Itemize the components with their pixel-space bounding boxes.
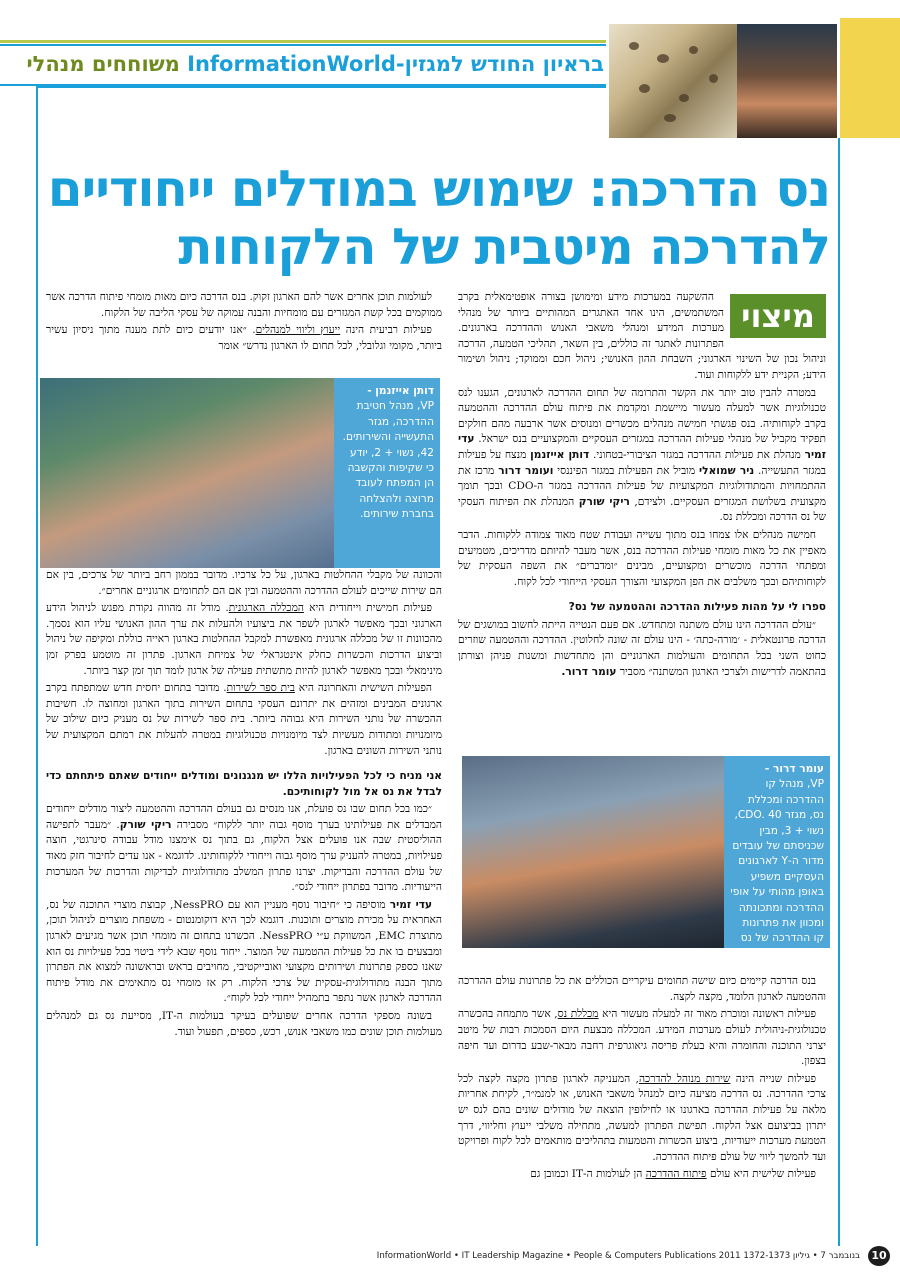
paragraph: פעילות שלישית היא עולם פיתוח ההדרכה הן לעולמות ה-IT וכמובן גם [530, 1168, 816, 1181]
paragraph: לעולמות תוכן אחרים אשר להם הארגון זקוק. בנס הדרכה כיום מאות מומחי פיתוח הדרכה אשר ממוקמים בכל קשת המגזרים עם מומחיות והבנה עמוקה של עסקי הליבה של הלקוח. [46, 291, 442, 319]
footer-text: InformationWorld • IT Leadership Magazine • People & Computers Publications 2011 בנובמבר 7 • גיליון 1372-1373 [376, 1251, 860, 1261]
section-badge: מיצוי [730, 294, 826, 338]
title-line-2: להדרכה מיטבית של הלקוחות [178, 218, 830, 276]
article-column-right [458, 290, 827, 1181]
page-number: 10 [868, 1246, 890, 1266]
page-header [0, 18, 900, 138]
interview-question: ספרו לי על מהות פעילות ההדרכה וההטמעה של נס? [568, 601, 826, 614]
paragraph: בנס הדרכה קיימים כיום שישה תחומים עיקריים הכוללים את כל פתרונות עולם ההדרכה וההטמעה לארגון הלומד, מקצה לקצה. [458, 975, 826, 1003]
frame-left-line [36, 86, 38, 1246]
omer-caption [724, 756, 830, 960]
paragraph: פעילות רביעית הינה ייעוץ וליווי למנהלים. ״אנו יודעים כיום לתת מענה מתוך ניסיון עשיר ביותר, מקומי וגלובלי, לכל תחום לו הארגון נדרש״ אומר [46, 324, 442, 352]
header-gold-panel [840, 18, 900, 138]
omer-photo-box [462, 756, 830, 960]
article-title [47, 160, 830, 276]
header-rule-green [0, 40, 606, 43]
title-line-1: נס הדרכה: שימוש במודלים ייחודיים [47, 160, 830, 218]
paragraph: ההשקעה במערכות מידע ומימושן בצורה אופטימאלית בקרב המשתמשים, הינו אחד האתגרים המהותיים ביותר של מנהלי מערכות המידע ומנהלי משאבי האנוש וההדרכה בארגונים. הפתרונות לאתגר זה כוללים, בין השאר, תהליכי הטמעה, הדרכה וניהול נכון של השינוי הארגוני; השבחת ההון האנושי; ניהול חכם וממוקד; ניהול ושימור הידע; הקניית ידע ללקוחות ועוד. [458, 291, 826, 381]
omer-photo [462, 756, 724, 948]
paragraph: במטרה להבין טוב יותר את הקשר והתרומה של תחום ההדרכה לארגונים, הגענו לנס טכנולוגיות אשר למעלה מעשור מיישמת ומקדמת את פיתוח עולם ההדרכה וההטמעה בקרב לקוחותיה. בנס פגשתי חמישה מנהלים מכשרים ומנוסים אשר ארבעה מהם חולקים תפקיד מקביל של מנהלי פעילות ההדרכה במגזרים העסקיים והמקצועיים בנס ישראל. עדי זמיר מנהלת את פעילות ההדרכה במגזר הציבורי-בטחוני. דותן אייזנמן מנצח על פעילות במגזר התעשייה. ניר שמואלי מוביל את הפעילות במגזר הפיננסי ועומר דרור מרכז את ההתמחויות והמתודולוגיות המקצועיות של פעילות ההדרכה במגזר ה-CDO ובכך תומך מקצועית בשלושת המגזרים העסקיים. ולצידם, ריקי שורק המנהלת את הפיתוח העסקי של נס הדרכה ומכללת נס. [458, 386, 827, 524]
header-kicker [8, 46, 604, 82]
frame-right-line [838, 138, 840, 1246]
frame-top-line [36, 86, 606, 88]
paragraph: הפעילות השישית והאחרונה היא בית ספר לשירות. מדובר בתחום יחסית חדש שמתפתח בקרב ארגונים המבינים ומזהים את יתרונם העסקי בתחום השירות בתוך הארגון ומחוצה לו. חשיבות ההכשרה של נותני השירות היא גבוהה ביותר. בית ספר לשירות של נס מעניק כיום שילוב של מיומנויות ומתודות מעשיות לצד מיומנויות טכנולוגיות במטרה להעלות את רמתם המקצועית של נותני השירות השונים בארגון. [46, 682, 442, 757]
paragraph: ״עולם ההדרכה הינו עולם משתנה ומתחדש. אם פעם הנטייה הייתה לחשוב במושגים של הדרכה פרונטאלית - ׳מורה-כתה׳ - הינו עולם זה שונה לחלוטין. ההדרכה וההטמעה שוזרים כחוט השני בכל התחומים והעולמות הארגוניים והן מתחדשות ומשנות פניהן וצורתן בהתאמה לדרישות ולצרכי הארגון המשתנה״ מסביר עומר דרור. [458, 618, 826, 678]
executive-portrait-photo [737, 24, 837, 138]
caption-text: VP, מנהל קו ההדרכה ומכללת נס, מגזר CDO. 40, נשוי + 3, מבין שכניסתם של עובדים מדור ה-Y לארגונים העסקיים משפיע באופן מהותי על אופי ההדרכה ומתכונתה ומכוון את פתרונות קו ההדרכה של נס לכיוון זה. [730, 778, 824, 960]
page-footer [340, 1246, 890, 1266]
paragraph: בשונה מספקי הדרכה אחרים שפועלים בעיקר בעולמות ה-IT, מסייעת נס גם למנהלים מעולמות תוכן שונים כמו משאבי אנוש, רכש, כספים, תפעול ועוד. [46, 1010, 442, 1038]
caption-name: דותן אייזנמן - [367, 385, 434, 397]
leopard-photo [609, 24, 737, 138]
paragraph: והכוונה של מקבלי ההחלטות בארגון, על כל צרכיו. מדובר בממון רחב ביותר של צרכים, בין אם הם שירות שייכים לעולם ההדרכה וההטמעה ובין אם הם לתחומים ארגוניים אחרים״. [46, 568, 442, 597]
paragraph: ״כמו בכל תחום שבו נס פועלת, אנו מנסים גם בעולם ההדרכה וההטמעה ליצור מודלים ייחודים המבדלים את פעילותינו בערך מוסף גבוה יותר ללקוח״ מסבירה ריקי שורק. ״מעבר לתפישה ההוליסטית שבה אנו פועלים אצל הלקוח, גם בתוך נס אימצנו מודל עבודה סינרגטי, חוצה פעילויות, במטרה להעניק ערך מוסף גבוה וייחודי ללקוחותינו. לדוגמא - אנו עדים לחיבור חזק מאוד של עולם ההדרכה והבדיקות. יצרנו פתרון המשלב מתודולוגיות לבדיקות והדרכות של המערכות הייעודיות. מדובר בפתרון ייחודי לנס״. [46, 803, 442, 894]
caption-text: VP, מנהל חטיבת ההדרכה, מגזר התעשייה והשירותים. 42, נשוי + 2, יודע כי שקיפות והקשבה הן המפתח לעובד מרוצה ולהצלחה בחברת שירותים. [342, 400, 434, 521]
paragraph: עדי זמיר מוסיפה כי ״חיבור נוסף מעניין הוא עם NessPRO, קבוצת מוצרי התוכנה של נס, האחראית על מכירת מוצרים ותוכנות. דוגמא לכך היא דוקומנטום - משפחת מוצרים לניהול תוכן, מתוצרת EMC, המשווקת ע״י NessPRO. הכשרנו בתחום זה מומחי תוכן אשר מגיעים לארגון ומבצעים בו את כל פעילות ההטמעה של המוצר. ייחוד נוסף שבא לידי ביטוי בכל פעילויות נס הוא שאנו כספק פתרונות ושירותים מקצועי ואובייקטיבי, מחויבים בראש ובראשונה למצוא את הפתרון מתוך הבנה מתודולוגית-עסקית של צרכי הלקוח. רק אז מומחי נס מתאימים את מודל פיתוח ההדרכה לארגון אשר נתפר בתמהיל ייחודי לכל לקוח״. [46, 898, 442, 1005]
kicker-brand: InformationWorld [187, 52, 396, 76]
kicker-part1: בראיון החודש למגזין- [395, 52, 604, 76]
dotan-caption [334, 378, 440, 568]
dotan-photo [40, 378, 334, 568]
caption-name: עומר דרור - [764, 763, 824, 775]
interview-question: אני מניח כי לכל הפעילויות הללו יש מנגנונים ומודלים ייחודים שאתם פיתחתם כדי לבדל את נס אל מול לקוחותיכם. [46, 770, 442, 798]
paragraph: פעילות חמישית וייחודית היא המכללה הארגונית. מודל זה מהווה נקודת מפגש לניהול הידע הארגוני ובכך מאפשר לארגון לשפר את ביצועיו ולהעלות את ערך ההון האנושי עליו הוא נסמך. מהכוונות זו של מכללה ארגונית מאפשרת למקבל ההחלטות בארגון ראייה כוללת ומקיפה של ניהול וביצוע הדרכות והכשרות כחלק אינטגראלי של צמיחת הארגון. פתרון זה מוטמע בפרק זמן מינימאלי ובכך מאפשר לארגון להיות מתשתית פעילה של ארגון לומד תוך זמן קצר ביותר. [46, 602, 442, 677]
paragraph: חמישה מנהלים אלו צמחו בנס מתוך עשייה ועבודת שטח מאוד צמודה ללקוחות. הדבר מאפיין את כל מאות מומחי פעילות ההדרכה בנס, אשר מעבר להיותם מדריכים, מטמיעים ומפתחי הדרכה מוכשרים ומקצועיים, מבינים ״ומדברים״ את השפה העסקית של לקוחותיהם ובכך משלבים את הפן המקצועי והצורך העסקי הייחודי לכל לקוח. [458, 528, 826, 588]
paragraph: פעילות שנייה הינה שירות מנוהל להדרכה, המעניקה לארגון פתרון מקצה לקצה לכל צרכי ההדרכה. נס הדרכה מציעה כיום למנהל משאבי האנוש, או למנמ״ר, לקיחת אחריות מלאה על פעילות ההדרכה בארגונו או לחילופין הוצאה של מודולים שונים בהם לנס יש יתרון בביצועם אצל הלקוח. תפישת הפתרון למעשה, מתחילה משלבי ייעוץ וחליווי, דרך הטמעת מערכות ייעודיות, ביצוע הכשרות והטמעות בתהליכים מותאמים לכל לקוח ופרויקט ועד להמשך ליווי של עולם פיתוח ההדרכה. [458, 1072, 826, 1163]
dotan-photo-box [40, 378, 440, 568]
kicker-part2: משוחחים מנהלי [26, 52, 188, 76]
paragraph: פעילות ראשונה ומוכרת מאוד זה למעלה מעשור היא מכללת נס, אשר מתמחה בהכשרה טכנולוגית-ניהולית לעולם מערכות המידע. המכללה מבצעת היום הסמכות רבות של מיטב יצרני התוכנה והחומרה והיא בעלת פריסה גיאוגרפית רחבה מבאר-שבע בדרום ועד חיפה בצפון. [458, 1008, 826, 1068]
